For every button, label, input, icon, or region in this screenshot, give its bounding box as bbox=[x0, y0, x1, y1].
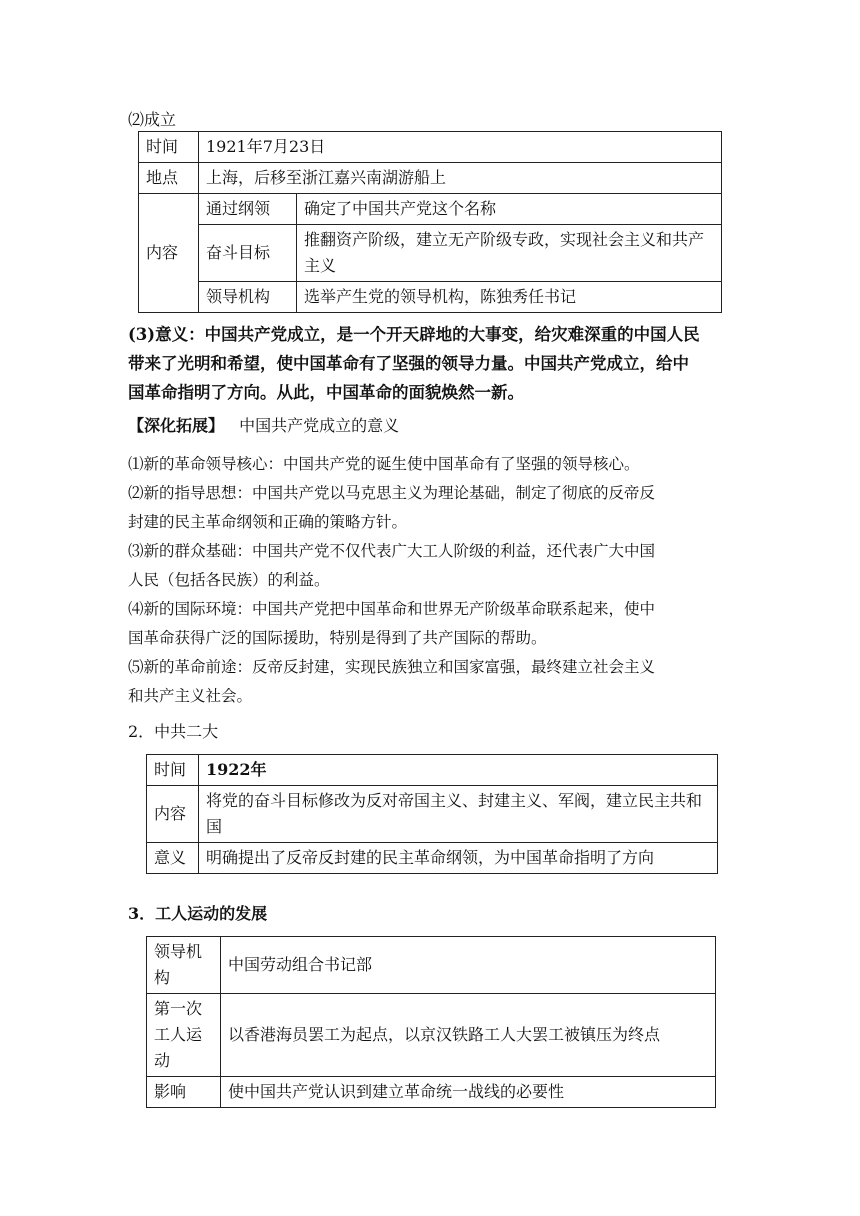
program-label: 通过纲领 bbox=[199, 194, 297, 225]
deepen-list bbox=[128, 450, 748, 711]
place-label: 地点 bbox=[139, 163, 199, 194]
content-label: 内容 bbox=[147, 786, 199, 843]
founding-table bbox=[138, 131, 722, 313]
leadership-label: 领导机构 bbox=[199, 282, 297, 313]
org-label: 领导机构 bbox=[147, 937, 221, 994]
deepen-tag: 【深化拓展】 bbox=[128, 416, 225, 435]
list-item: ⑶新的群众基础：中国共产党不仅代表广大工人阶级的利益，还代表广大中国 bbox=[128, 542, 656, 560]
significance-line-3: 国革命指明了方向。从此，中国革命的面貌焕然一新。 bbox=[128, 383, 524, 402]
list-item: ⑷新的国际环境：中国共产党把中国革命和世界无产阶级革命联系起来，使中 bbox=[128, 600, 656, 618]
list-item: 和共产主义社会。 bbox=[128, 687, 253, 705]
section-heading-founding: ⑵成立 bbox=[128, 110, 177, 129]
table-row bbox=[147, 937, 716, 994]
time-value: 1921年7月23日 bbox=[199, 132, 722, 163]
section-heading-labor: 3．工人运动的发展 bbox=[128, 904, 268, 923]
place-value: 上海，后移至浙江嘉兴南湖游船上 bbox=[199, 163, 722, 194]
list-item: ⑸新的革命前途：反帝反封建，实现民族独立和国家富强，最终建立社会主义 bbox=[128, 658, 656, 676]
deepen-heading bbox=[128, 414, 399, 438]
table-row bbox=[139, 132, 722, 163]
labor-table bbox=[146, 936, 716, 1108]
list-item: 人民（包括各民族）的利益。 bbox=[128, 571, 330, 589]
significance-line-2: 带来了光明和希望，使中国革命有了坚强的领导力量。中国共产党成立，给中 bbox=[128, 354, 689, 373]
list-item: 国革命获得广泛的国际援助，特别是得到了共产国际的帮助。 bbox=[128, 629, 547, 647]
goal-label: 奋斗目标 bbox=[199, 225, 297, 282]
content-label: 内容 bbox=[139, 194, 199, 313]
program-value: 确定了中国共产党这个名称 bbox=[297, 194, 722, 225]
table-row bbox=[139, 163, 722, 194]
impact-value: 使中国共产党认识到建立革命统一战线的必要性 bbox=[221, 1077, 716, 1108]
list-item: ⑵新的指导思想：中国共产党以马克思主义为理论基础，制定了彻底的反帝反 bbox=[128, 484, 656, 502]
first-movement-value: 以香港海员罢工为起点，以京汉铁路工人大罢工被镇压为终点 bbox=[221, 994, 716, 1077]
table-row bbox=[139, 194, 722, 225]
deepen-title: 中国共产党成立的意义 bbox=[239, 416, 400, 435]
time-label: 时间 bbox=[139, 132, 199, 163]
table-row bbox=[147, 755, 718, 786]
significance-paragraph bbox=[128, 320, 748, 407]
list-item: ⑴新的革命领导核心：中国共产党的诞生使中国革命有了坚强的领导核心。 bbox=[128, 455, 640, 473]
second-congress-table bbox=[146, 754, 718, 874]
time-label: 时间 bbox=[147, 755, 199, 786]
table-row bbox=[139, 225, 722, 282]
org-value: 中国劳动组合书记部 bbox=[221, 937, 716, 994]
table-row bbox=[147, 843, 718, 874]
section-heading-second-congress: 2．中共二大 bbox=[128, 722, 219, 741]
leadership-value: 选举产生党的领导机构，陈独秀任书记 bbox=[297, 282, 722, 313]
table-row bbox=[147, 786, 718, 843]
impact-label: 影响 bbox=[147, 1077, 221, 1108]
meaning-label: 意义 bbox=[147, 843, 199, 874]
significance-line-1: (3)意义：中国共产党成立，是一个开天辟地的大事变，给灾难深重的中国人民 bbox=[128, 325, 700, 344]
content-value: 将党的奋斗目标修改为反对帝国主义、封建主义、军阀，建立民主共和国 bbox=[199, 786, 718, 843]
meaning-value: 明确提出了反帝反封建的民主革命纲领，为中国革命指明了方向 bbox=[199, 843, 718, 874]
goal-value: 推翻资产阶级，建立无产阶级专政，实现社会主义和共产主义 bbox=[297, 225, 722, 282]
time-value: 1922年 bbox=[199, 755, 718, 786]
list-item: 封建的民主革命纲领和正确的策略方针。 bbox=[128, 513, 408, 531]
first-movement-label: 第一次工人运动 bbox=[147, 994, 221, 1077]
table-row bbox=[139, 282, 722, 313]
table-row bbox=[147, 1077, 716, 1108]
table-row bbox=[147, 994, 716, 1077]
